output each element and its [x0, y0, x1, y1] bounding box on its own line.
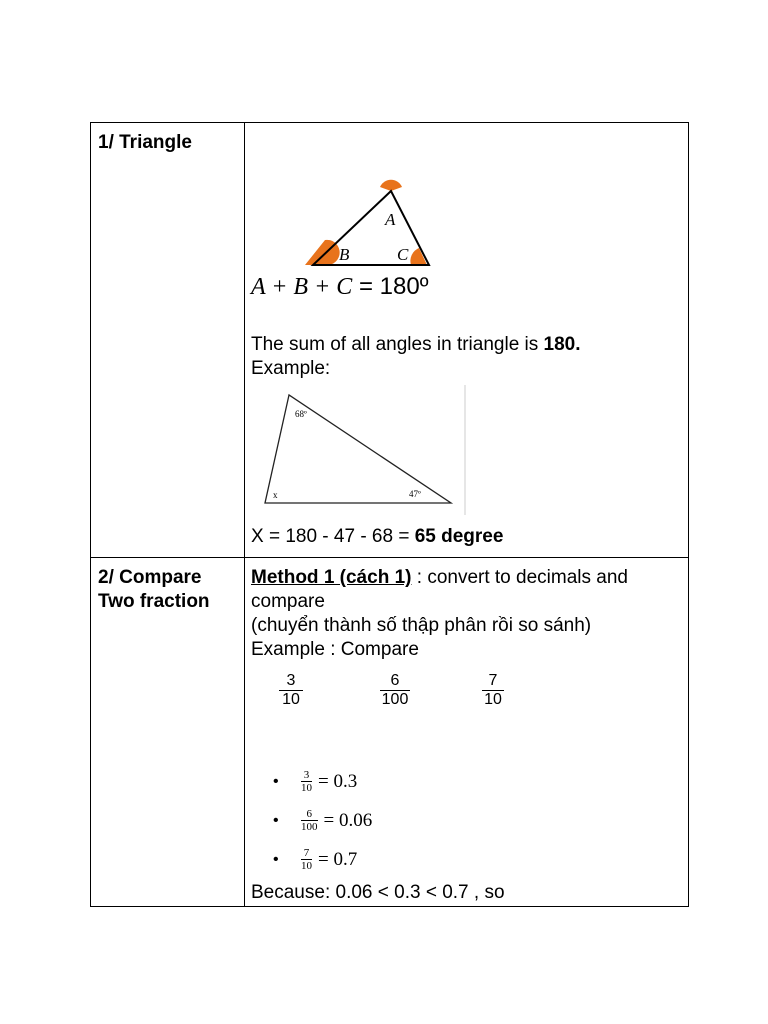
angle-sum-equation	[251, 275, 682, 305]
sum-text: The sum of all angles in triangle is	[251, 334, 544, 355]
fractions-to-compare	[251, 662, 682, 718]
example-triangle	[265, 395, 451, 503]
sum-value: 180.	[543, 334, 581, 355]
compare-example-label: Example : Compare	[251, 639, 419, 660]
bullet-icon: •	[273, 772, 279, 790]
conversion-item: • 3 10 = 0.3	[273, 769, 358, 794]
section-title-triangle	[91, 123, 245, 558]
section-title-compare	[91, 558, 245, 907]
equation-lhs: A + B + C	[251, 274, 353, 300]
triangle-content	[245, 123, 689, 558]
compare-content	[245, 558, 689, 907]
method-note: (chuyển thành số thập phân rồi so sánh)	[251, 615, 592, 636]
compare-title-line2: Two fraction	[98, 591, 210, 612]
example-angle-x: x	[273, 490, 278, 500]
method-label: Method 1 (cách 1)	[251, 567, 412, 588]
vertex-b-label: B	[339, 245, 350, 264]
triangle-diagram	[279, 153, 439, 273]
bullet-icon: •	[273, 850, 279, 868]
angle-a-wedge	[380, 180, 402, 191]
sum-statement	[251, 333, 682, 357]
conversion-item: • 6 100 = 0.06	[273, 808, 373, 833]
method-text: : convert to decimals and compare	[251, 567, 628, 612]
method-line	[251, 566, 682, 614]
result-prefix: X = 180 - 47 - 68 =	[251, 526, 415, 547]
example-triangle-figure	[253, 385, 475, 519]
notes-table	[90, 122, 689, 907]
conversion-item: • 7 10 = 0.7	[273, 847, 358, 872]
example-angle-top: 68º	[295, 409, 307, 419]
vertex-c-label: C	[397, 245, 409, 264]
vertex-a-label: A	[385, 210, 396, 229]
bullet-icon: •	[273, 811, 279, 829]
compare-row	[91, 558, 689, 907]
example-label: Example:	[251, 358, 331, 379]
result-value: 65 degree	[414, 526, 504, 547]
triangle-row	[91, 123, 689, 558]
because-line: Because: 0.06 < 0.3 < 0.7 , so	[251, 882, 505, 903]
fraction-2: $\frac{6}{100}$	[381, 671, 409, 708]
conversion-list	[251, 762, 682, 879]
fraction-1: $\frac{3}{10}$	[279, 672, 303, 709]
fraction-3: $\frac{7}{10}$	[482, 672, 504, 709]
example-angle-right: 47º	[409, 489, 421, 499]
equation-rhs: = 180º	[358, 273, 429, 300]
compare-title-line1: 2/ Compare	[98, 567, 202, 588]
example-result	[251, 525, 682, 549]
triangle-title: 1/ Triangle	[98, 132, 192, 153]
